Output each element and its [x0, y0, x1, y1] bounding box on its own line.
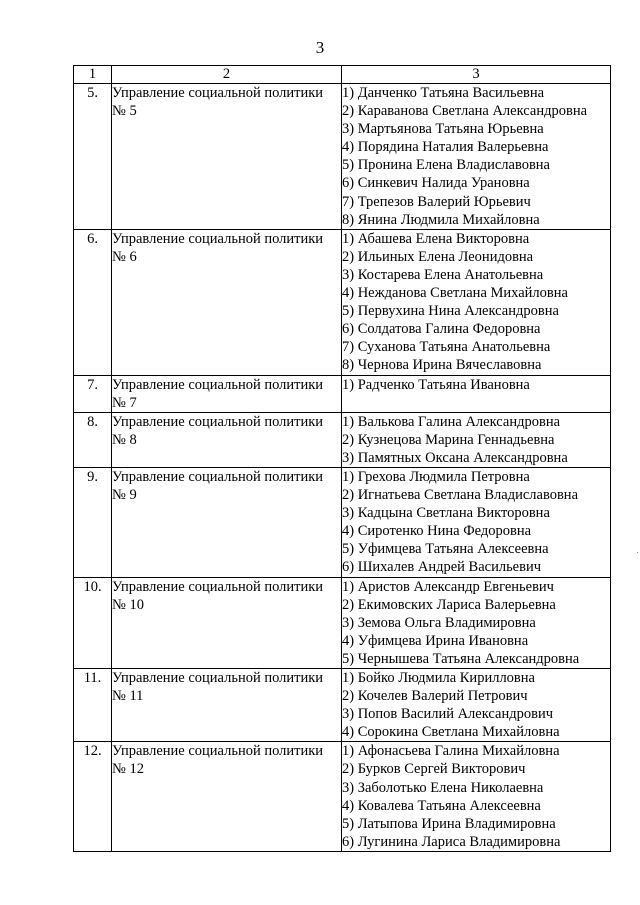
department-name: Управление социальной политики	[112, 376, 324, 393]
row-number: 8.	[74, 412, 112, 467]
table-row	[74, 742, 611, 852]
person-entry: 8) Янина Людмила Михайловна	[342, 211, 540, 228]
department-cell	[112, 669, 342, 742]
department-number: № 5	[112, 103, 137, 120]
person-entry: 1) Афонасьева Галина Михайловна	[342, 743, 560, 760]
people-cell	[342, 577, 611, 668]
person-entry: 5) Пронина Елена Владиславовна	[342, 157, 550, 174]
department-number: № 6	[112, 248, 137, 265]
department-number: № 10	[112, 596, 144, 613]
people-cell	[342, 375, 611, 412]
person-entry: 6) Лугинина Лариса Владимировна	[342, 833, 561, 850]
page-number: 3	[315, 38, 325, 57]
department-name: Управление социальной политики	[112, 743, 324, 760]
table-row	[74, 669, 611, 742]
person-entry: 2) Игнатьева Светлана Владиславовна	[342, 487, 579, 504]
people-cell	[342, 742, 611, 852]
person-entry: 4) Ковалева Татьяна Алексеевна	[342, 797, 541, 814]
person-entry: 4) Сиротенко Нина Федоровна	[342, 523, 532, 540]
person-entry: 4) Нежданова Светлана Михайловна	[342, 285, 568, 302]
person-entry: 1) Абашева Елена Викторовна	[342, 230, 530, 247]
department-name: Управление социальной политики	[112, 578, 324, 595]
department-number: № 7	[112, 394, 137, 411]
column-header: 2	[112, 66, 342, 84]
department-cell	[112, 375, 342, 412]
row-number: 12.	[74, 742, 112, 852]
person-entry: 1) Радченко Татьяна Ивановна	[342, 376, 530, 393]
table-row	[74, 84, 611, 230]
department-cell	[112, 467, 342, 577]
department-number: № 12	[112, 761, 144, 778]
person-entry: 2) Кочелев Валерий Петрович	[342, 688, 528, 705]
person-entry: 4) Сорокина Светлана Михайловна	[342, 724, 560, 741]
person-entry: 7) Трепезов Валерий Юрьевич	[342, 193, 531, 210]
person-entry: 6) Солдатова Галина Федоровна	[342, 321, 541, 338]
person-entry: 1) Валькова Галина Александровна	[342, 413, 561, 430]
person-entry: 3) Земова Ольга Владимировна	[342, 614, 536, 631]
person-entry: 3) Костарева Елена Анатольевна	[342, 266, 544, 283]
person-entry: 1) Бойко Людмила Кирилловна	[342, 670, 535, 686]
person-entry: 5) Уфимцева Татьяна Алексеевна	[342, 541, 549, 558]
row-number: 6.	[74, 229, 112, 375]
row-number: 9.	[74, 467, 112, 577]
column-header: 3	[342, 66, 611, 84]
department-name: Управление социальной политики	[112, 85, 324, 101]
people-cell	[342, 669, 611, 742]
person-entry: 4) Порядина Наталия Валерьевна	[342, 139, 549, 156]
person-entry: 6) Синкевич Налида Урановна	[342, 175, 530, 192]
table-row	[74, 412, 611, 467]
row-number: 7.	[74, 375, 112, 412]
department-cell	[112, 229, 342, 375]
person-entry: 2) Бурков Сергей Викторович	[342, 761, 526, 778]
department-cell	[112, 577, 342, 668]
person-entry: 1) Грехова Людмила Петровна	[342, 468, 530, 485]
row-number: 11.	[74, 669, 112, 742]
row-number: 5.	[74, 84, 112, 230]
table-row	[74, 577, 611, 668]
scan-speck	[637, 552, 638, 553]
people-cell	[342, 84, 611, 230]
department-cell	[112, 84, 342, 230]
person-entry: 2) Ильиных Елена Леонидовна	[342, 248, 534, 265]
person-entry: 3) Мартьянова Татьяна Юрьевна	[342, 121, 544, 138]
column-header: 1	[74, 66, 112, 84]
person-entry: 3) Попов Василий Александрович	[342, 706, 554, 723]
people-cell	[342, 412, 611, 467]
department-name: Управление социальной политики	[112, 670, 324, 686]
table-row	[74, 467, 611, 577]
person-entry: 7) Суханова Татьяна Анатольевна	[342, 339, 551, 356]
person-entry: 2) Караванова Светлана Александровна	[342, 103, 588, 120]
department-name: Управление социальной политики	[112, 468, 324, 485]
assignment-table	[73, 65, 611, 852]
people-cell	[342, 467, 611, 577]
table-header-row	[74, 66, 611, 84]
person-entry: 1) Аристов Александр Евгеньевич	[342, 578, 554, 595]
department-cell	[112, 742, 342, 852]
table-body	[74, 66, 611, 852]
person-entry: 6) Шихалев Андрей Васильевич	[342, 559, 542, 576]
person-entry: 5) Чернышева Татьяна Александровна	[342, 650, 580, 667]
person-entry: 2) Кузнецова Марина Геннадьевна	[342, 431, 555, 448]
table-row	[74, 229, 611, 375]
row-number: 10.	[74, 577, 112, 668]
department-number: № 11	[112, 688, 144, 705]
person-entry: 2) Екимовских Лариса Валерьевна	[342, 596, 556, 613]
person-entry: 4) Уфимцева Ирина Ивановна	[342, 632, 529, 649]
person-entry: 3) Кадцына Светлана Викторовна	[342, 505, 550, 522]
department-number: № 9	[112, 487, 137, 504]
department-number: № 8	[112, 431, 137, 448]
department-name: Управление социальной политики	[112, 230, 324, 247]
person-entry: 5) Латыпова Ирина Владимировна	[342, 815, 556, 832]
person-entry: 3) Заболотько Елена Николаевна	[342, 779, 544, 796]
department-name: Управление социальной политики	[112, 413, 324, 430]
person-entry: 5) Первухина Нина Александровна	[342, 303, 559, 320]
table-row	[74, 375, 611, 412]
person-entry: 3) Памятных Оксана Александровна	[342, 449, 568, 466]
people-cell	[342, 229, 611, 375]
person-entry: 8) Чернова Ирина Вячеславовна	[342, 357, 542, 374]
department-cell	[112, 412, 342, 467]
person-entry: 1) Данченко Татьяна Васильевна	[342, 85, 545, 101]
